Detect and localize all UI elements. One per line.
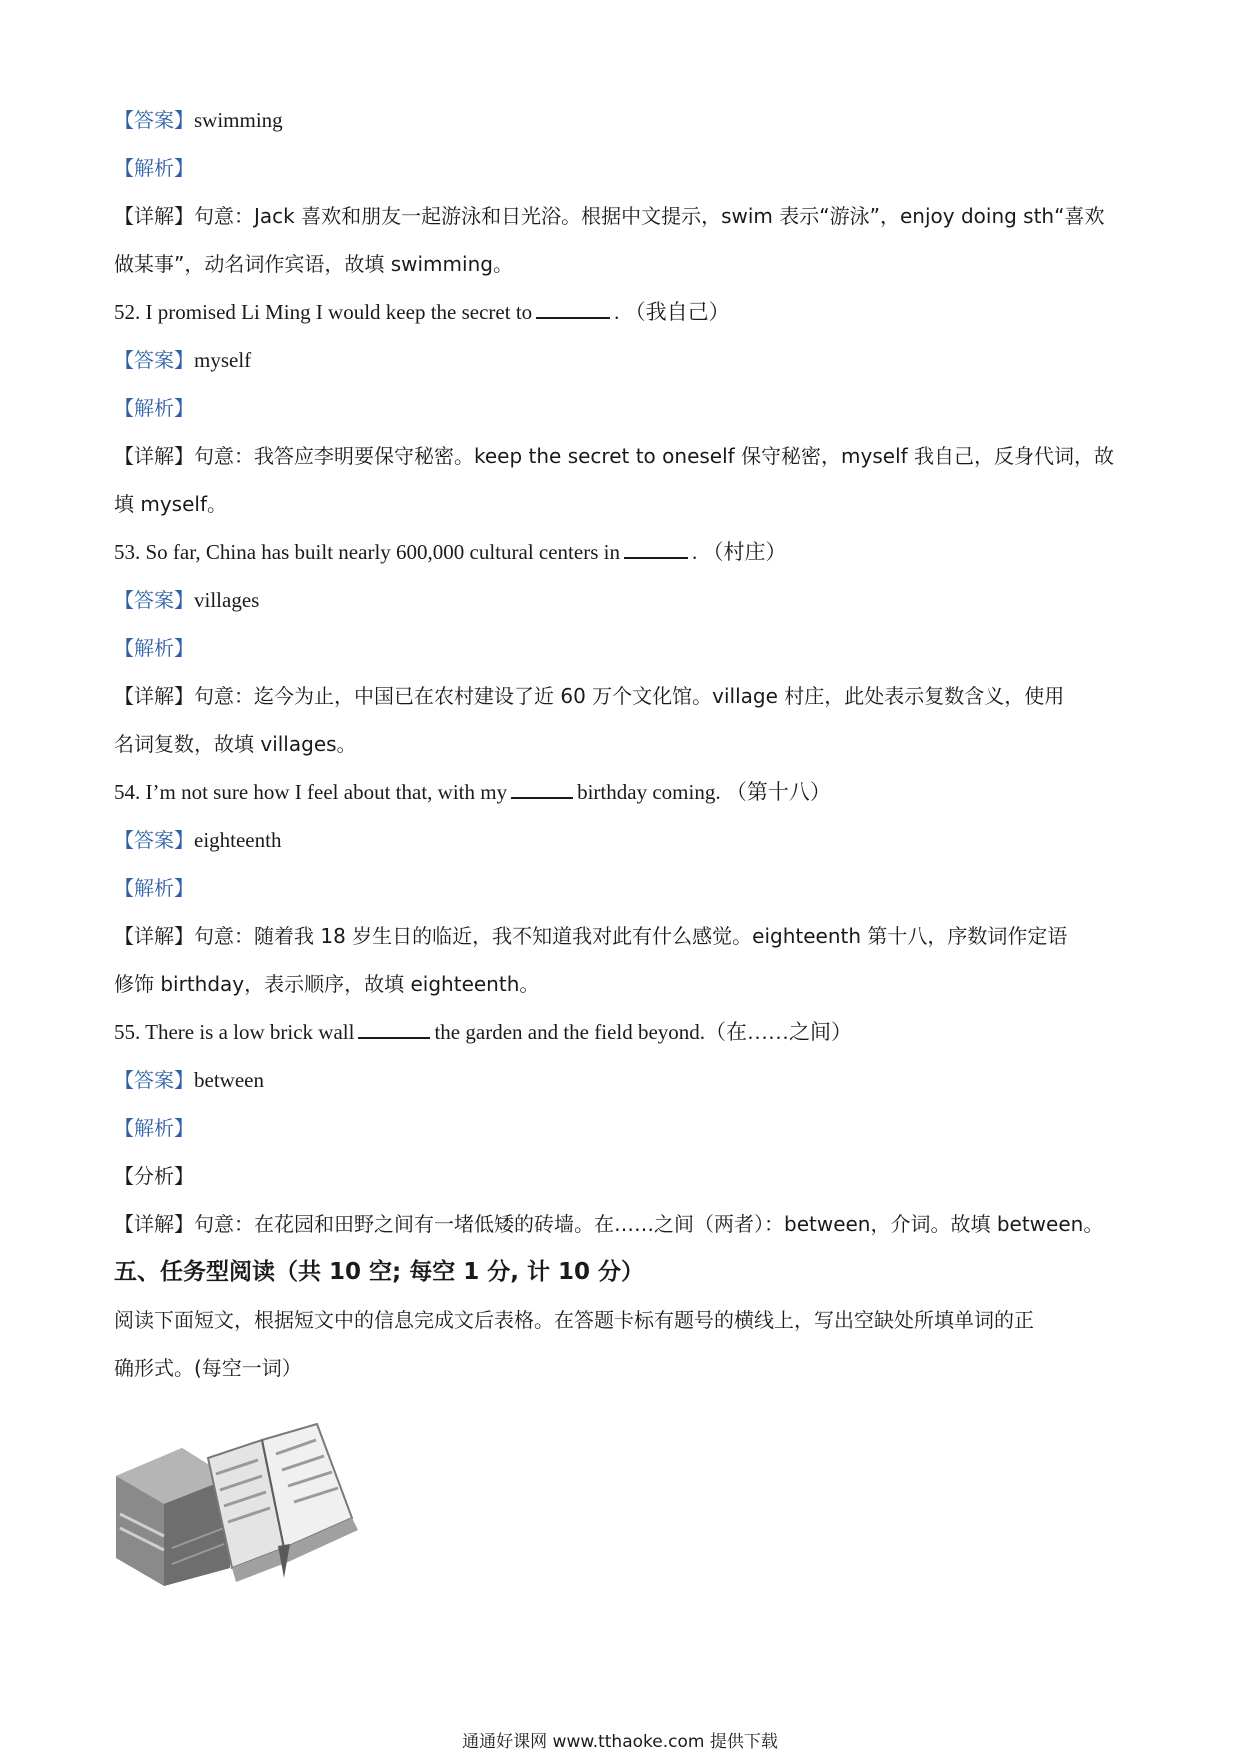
detail-line-54a <box>114 922 1067 950</box>
answer-text: eighteenth <box>194 828 282 852</box>
question-53 <box>114 538 786 566</box>
question-text: 53. So far, China has built nearly 600,000 cultural centers in <box>114 540 620 564</box>
answer-tag: 【答案】 <box>114 1068 194 1092</box>
answer-tag: 【答案】 <box>114 348 194 372</box>
detail-tag: 【详解】 <box>114 204 194 228</box>
answer-line-54 <box>114 826 281 854</box>
detail-text: 句意：我答应李明要保守秘密。keep the secret to oneself 保守秘密，myself 我自己，反身代词，故 <box>194 444 1115 468</box>
question-hint: . （村庄） <box>691 540 787 564</box>
question-hint: the garden and the field beyond.（在……之间） <box>434 1020 853 1044</box>
detail-text: 句意：随着我 18 岁生日的临近，我不知道我对此有什么感觉。eighteenth 第十八，序数词作定语 <box>194 924 1068 948</box>
answer-blank <box>511 779 573 799</box>
section-instruction-2: 确形式。(每空一词） <box>114 1356 302 1380</box>
question-text: 54. I’m not sure how I feel about that, with my <box>114 780 508 804</box>
answer-blank <box>536 299 610 319</box>
detail-line-53b: 名词复数，故填 villages。 <box>114 732 357 756</box>
analysis-tag-51: 【解析】 <box>114 156 194 180</box>
answer-line-55 <box>114 1066 264 1094</box>
section-instruction-1: 阅读下面短文，根据短文中的信息完成文后表格。在答题卡标有题号的横线上，写出空缺处所填单词的正 <box>114 1308 1034 1332</box>
detail-line-52a <box>114 442 1114 470</box>
question-hint: birthday coming. （第十八） <box>577 780 831 804</box>
question-52 <box>114 298 730 326</box>
question-hint: . （我自己） <box>614 300 730 324</box>
detail-tag: 【详解】 <box>114 1212 194 1236</box>
detail-line-51a <box>114 202 1104 230</box>
books-illustration <box>112 1418 374 1588</box>
question-text: 55. There is a low brick wall <box>114 1020 355 1044</box>
question-54 <box>114 778 831 806</box>
analysis-tag-54: 【解析】 <box>114 876 194 900</box>
detail-line-53a <box>114 682 1064 710</box>
answer-line-51 <box>114 106 283 134</box>
detail-line-55 <box>114 1210 1103 1238</box>
detail-text: 句意：在花园和田野之间有一堵低矮的砖墙。在……之间（两者）：between，介词。故填 between。 <box>194 1212 1104 1236</box>
detail-text: 句意：迄今为止，中国已在农村建设了近 60 万个文化馆。village 村庄，此处表示复数含义，使用 <box>194 684 1065 708</box>
answer-tag: 【答案】 <box>114 108 194 132</box>
question-text: 52. I promised Li Ming I would keep the secret to <box>114 300 533 324</box>
detail-line-54b: 修饰 birthday，表示顺序，故填 eighteenth。 <box>114 972 540 996</box>
question-55 <box>114 1018 852 1046</box>
open-book-icon <box>208 1424 358 1582</box>
answer-blank <box>624 539 688 559</box>
answer-text: villages <box>194 588 260 612</box>
answer-tag: 【答案】 <box>114 588 194 612</box>
detail-tag: 【详解】 <box>114 444 194 468</box>
detail-line-52b: 填 myself。 <box>114 492 227 516</box>
analysis-tag-52: 【解析】 <box>114 396 194 420</box>
answer-line-52 <box>114 346 251 374</box>
fenxi-tag-55: 【分析】 <box>114 1164 194 1188</box>
answer-text: between <box>194 1068 264 1092</box>
detail-tag: 【详解】 <box>114 924 194 948</box>
answer-tag: 【答案】 <box>114 828 194 852</box>
section-heading: 五、任务型阅读（共 10 空; 每空 1 分, 计 10 分） <box>114 1259 645 1285</box>
answer-text: swimming <box>194 108 283 132</box>
answer-blank <box>358 1019 430 1039</box>
answer-text: myself <box>194 348 252 372</box>
detail-text: 句意：Jack 喜欢和朋友一起游泳和日光浴。根据中文提示，swim 表示“游泳”，enjoy doing sth“喜欢 <box>194 204 1105 228</box>
detail-tag: 【详解】 <box>114 684 194 708</box>
footer-text: 通通好课网 www.tthaoke.com 提供下载 <box>462 1732 778 1752</box>
detail-line-51b: 做某事”，动名词作宾语，故填 swimming。 <box>114 252 513 276</box>
analysis-tag-53: 【解析】 <box>114 636 194 660</box>
analysis-tag-55: 【解析】 <box>114 1116 194 1140</box>
answer-line-53 <box>114 586 259 614</box>
